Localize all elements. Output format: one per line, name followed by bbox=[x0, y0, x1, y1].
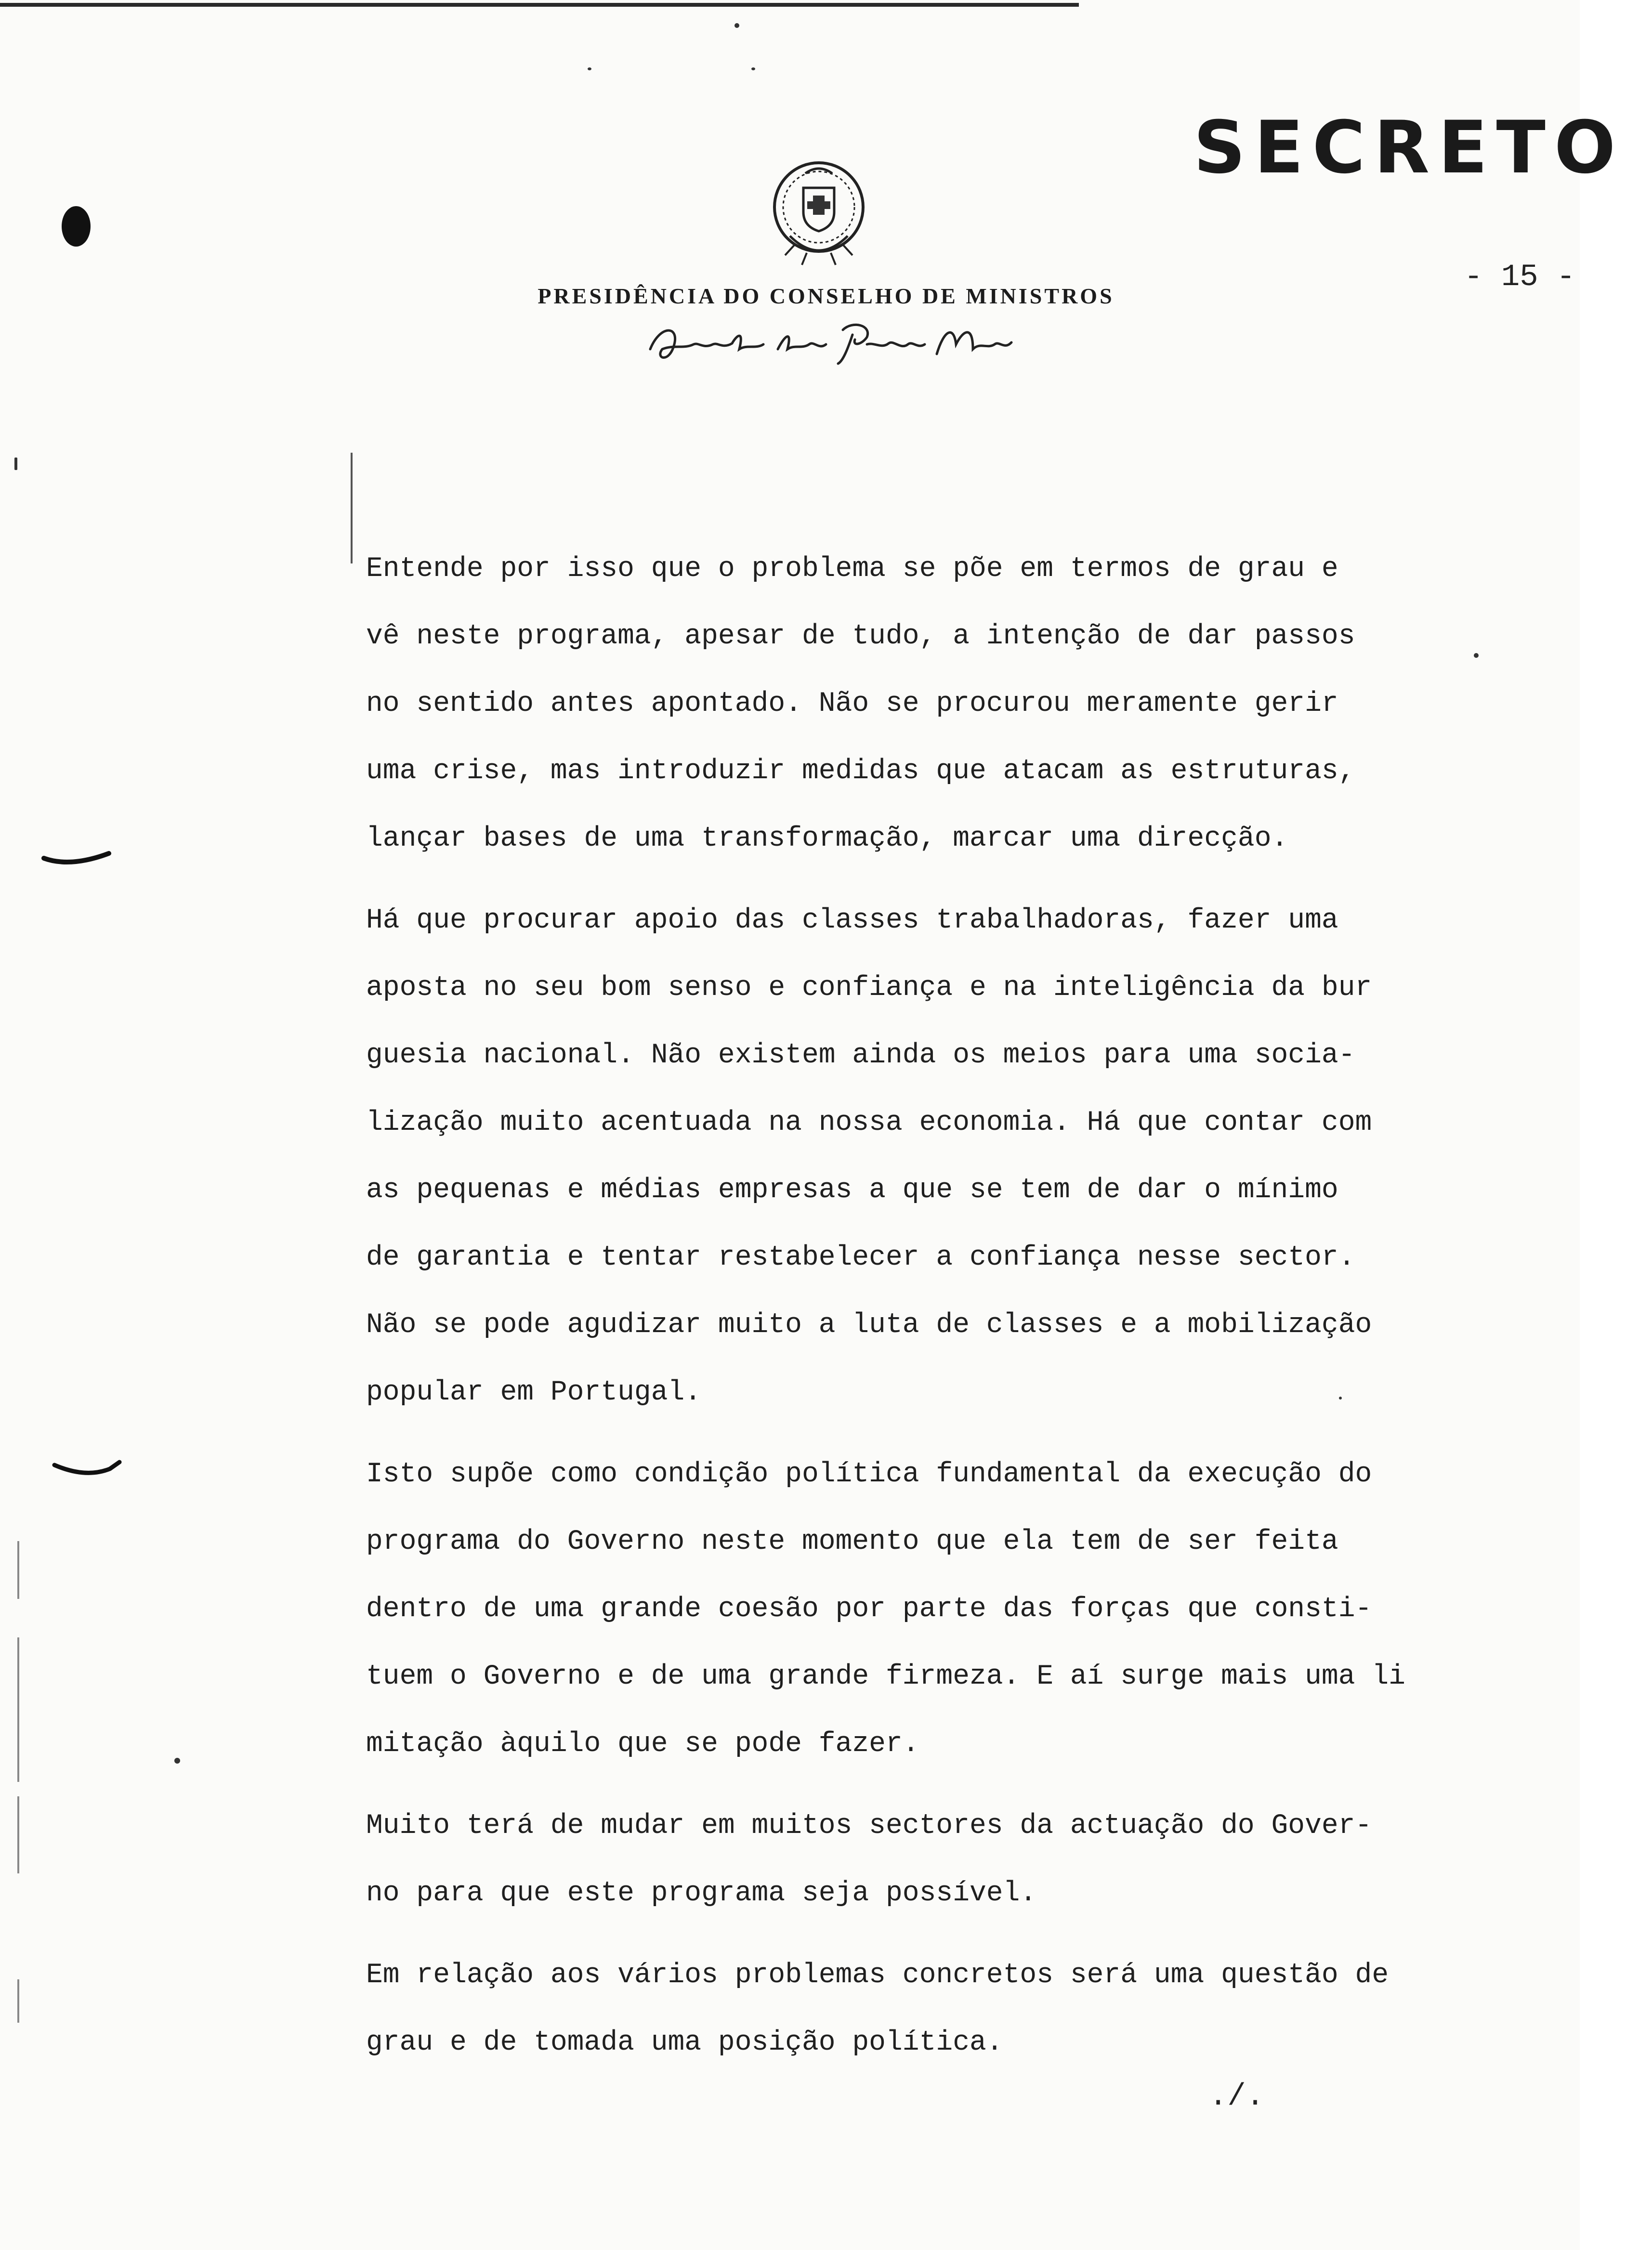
text-line: Entende por isso que o problema se põe em termos de grau e bbox=[366, 553, 1338, 585]
text-line: lançar bases de uma transformação, marcar uma direcção. bbox=[366, 823, 1288, 854]
paper-speck bbox=[174, 1758, 180, 1764]
left-edge-trim bbox=[17, 1637, 19, 1782]
office-name: PRESIDÊNCIA DO CONSELHO DE MINISTROS bbox=[538, 284, 1114, 308]
paper-speck bbox=[588, 67, 591, 70]
margin-bracket-line bbox=[351, 453, 353, 563]
top-edge-rule bbox=[0, 3, 1079, 7]
text-line: as pequenas e médias empresas a que se tem de dar o mínimo bbox=[366, 1175, 1338, 1206]
paragraph-2 bbox=[366, 887, 1488, 1426]
coat-of-arms-icon bbox=[761, 154, 877, 270]
text-line: Há que procurar apoio das classes trabalhadoras, fazer uma bbox=[366, 905, 1338, 936]
text-line: Muito terá de mudar em muitos sectores da actuação do Gover- bbox=[366, 1810, 1372, 1842]
text-line: lização muito acentuada na nossa economia. Há que contar com bbox=[366, 1107, 1372, 1138]
text-line: uma crise, mas introduzir medidas que atacam as estruturas, bbox=[366, 756, 1355, 787]
text-line: guesia nacional. Não existem ainda os meios para uma socia- bbox=[366, 1040, 1355, 1071]
text-line: no sentido antes apontado. Não se procurou meramente gerir bbox=[366, 688, 1338, 719]
left-edge-trim bbox=[17, 1979, 19, 2023]
margin-tick-mark bbox=[41, 849, 114, 873]
left-edge-trim bbox=[17, 1796, 19, 1873]
paper-speck bbox=[14, 458, 17, 470]
text-line: mitação àquilo que se pode fazer. bbox=[366, 1728, 919, 1760]
margin-tick-mark bbox=[52, 1459, 124, 1483]
text-line: tuem o Governo e de uma grande firmeza. E aí surge mais uma li bbox=[366, 1661, 1405, 1692]
punch-hole bbox=[62, 206, 91, 247]
text-line: no para que este programa seja possível. bbox=[366, 1878, 1037, 1909]
text-line: Isto supõe como condição política fundamental da execução do bbox=[366, 1459, 1372, 1490]
text-line: Em relação aos vários problemas concretos será uma questão de bbox=[366, 1960, 1389, 1991]
text-line: programa do Governo neste momento que ela tem de ser feita bbox=[366, 1526, 1338, 1557]
paper-speck bbox=[751, 67, 755, 70]
left-edge-trim bbox=[17, 1541, 19, 1599]
text-line: Não se pode agudizar muito a luta de classes e a mobilização bbox=[366, 1309, 1372, 1341]
text-line: popular em Portugal. bbox=[366, 1377, 702, 1408]
page-number: - 15 - bbox=[1464, 260, 1575, 295]
continuation-mark: ./. bbox=[1209, 2080, 1265, 2114]
text-line: grau e de tomada uma posição política. bbox=[366, 2027, 1003, 2058]
text-line: dentro de uma grande coesão por parte das forças que consti- bbox=[366, 1594, 1372, 1625]
classification-stamp: SECRETO bbox=[1193, 106, 1625, 190]
paragraph-1 bbox=[366, 536, 1488, 873]
text-line: de garantia e tentar restabelecer a confiança nesse sector. bbox=[366, 1242, 1355, 1273]
paragraph-3 bbox=[366, 1441, 1488, 1778]
document-body bbox=[366, 536, 1488, 2077]
paragraph-4 bbox=[366, 1792, 1488, 1927]
paper-speck bbox=[734, 23, 739, 28]
paragraph-5 bbox=[366, 1942, 1488, 2077]
handwritten-subtitle bbox=[641, 315, 1016, 368]
text-line: vê neste programa, apesar de tudo, a intenção de dar passos bbox=[366, 621, 1355, 652]
text-line: aposta no seu bom senso e confiança e na inteligência da bur bbox=[366, 972, 1372, 1004]
